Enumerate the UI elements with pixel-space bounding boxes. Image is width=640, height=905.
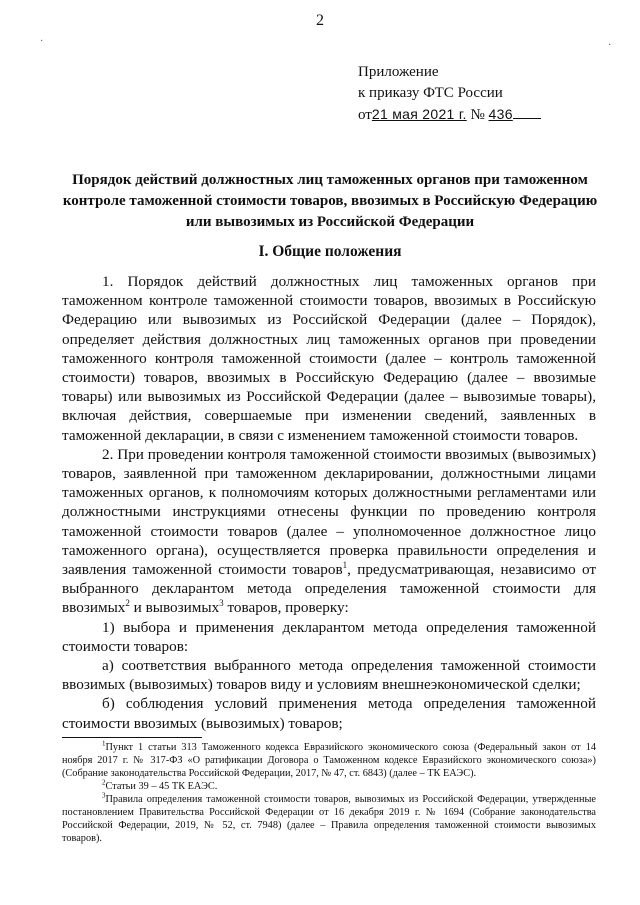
paragraph-1: 1. Порядок действий должностных лиц таможенных органов при таможенном контроле таможенной стоимости товаров, ввозимых в Российскую Федерацию или вывозимых из Российской Федерации (далее – Порядок), определяет действия должностных лиц таможенных органов при проведении таможенного контроля таможенной стоимости (далее – контроль таможенной стоимости) товаров, ввозимых в Российскую Федерацию (далее – ввозимые товары) или вывозимых из Российской Федерации (далее – вывозимые товары), включая действия, совершаемые при изменении сведений, заявленных в таможенной декларации, в связи с изменением таможенной стоимости товаров.	[62, 273, 596, 444]
order-date: 21 мая 2021 г.	[371, 106, 467, 122]
footnote-text: Статьи 39 – 45 ТК ЕАЭС.	[105, 781, 218, 792]
footnote-text: Правила определения таможенной стоимости товаров, вывозимых из Российской Федерации, утвержденные постановлением Правительства Российской Федерации от 16 декабря 2019 г. № 1694 (Собрание законодательства Российской Федерации, 2019, № 52, ст. 7948) (далее – Правила определения таможенной стоимости вывозимых товаров).	[62, 794, 596, 844]
page-number: 2	[316, 12, 324, 29]
footnote-number: 3	[102, 791, 106, 800]
paragraph-2-part-a: 2. При проведении контроля таможенной стоимости ввозимых (вывозимых) товаров, заявленной при таможенном декларировании, должностными лицами таможенных органов, к полномочиям которых должностными регламентами или должностными инструкциями отнесены функции по проведению контроля таможенной стоимости товаров (далее – уполномоченное должностное лицо таможенного органа), осуществляется проверка правильности определения и заявления таможенной стоимости товаров	[62, 445, 596, 579]
footnote-number: 1	[102, 739, 106, 748]
paragraph-4: а) соответствия выбранного метода определения таможенной стоимости ввозимых (вывозимых) товаров виду и условиям внешнеэкономической сделки;	[62, 657, 596, 694]
document-title: Порядок действий должностных лиц таможенных органов при таможенном контроле таможенной стоимости товаров, ввозимых в Российскую Федерацию или вывозимых из Российской Федерации	[62, 172, 598, 230]
order-number: 436	[488, 106, 513, 122]
appendix-order-date-number	[358, 104, 541, 126]
paragraph-2	[62, 445, 596, 618]
scan-speck: ·	[608, 40, 612, 51]
footnote-ref-2: 2	[125, 598, 130, 609]
section-title: I. Общие положения	[258, 243, 402, 260]
footnote-ref-1: 1	[342, 559, 348, 570]
paragraph-2-part-d: товаров, проверку:	[223, 599, 349, 617]
paragraph-3: 1) выбора и применения декларантом метода определения таможенной стоимости товаров:	[62, 618, 596, 655]
appendix-label: Приложение	[358, 64, 439, 80]
paragraph-5: б) соблюдения условий применения метода определения таможенной стоимости ввозимых (вывозимых) товаров;	[62, 695, 596, 732]
footnotes	[62, 741, 596, 845]
scan-speck: ·	[40, 36, 44, 47]
underline-trail	[513, 106, 541, 119]
footnote-2	[62, 780, 596, 793]
footnote-text: Пункт 1 статьи 313 Таможенного кодекса Евразийского экономического союза (Федеральный закон от 14 ноября 2017 г. № 317-ФЗ «О ратификации Договора о Таможенном кодексе Евразийского экономического союза») (Собрание законодательства Российской Федерации, 2017, № 47, ст. 6843) (далее – ТК ЕАЭС).	[62, 742, 596, 779]
from-prefix: от	[358, 107, 372, 123]
number-prefix: №	[470, 107, 485, 123]
paragraph-2-part-b: , предусматривающая, независимо от выбранного декларантом метода определения таможенной стоимости для ввозимых	[62, 561, 596, 617]
footnote-separator	[62, 737, 202, 738]
footnote-1	[62, 741, 596, 780]
footnote-ref-3: 3	[219, 598, 224, 609]
footnote-3	[62, 793, 596, 845]
body-text	[62, 272, 596, 733]
appendix-order-ref: к приказу ФТС России	[358, 85, 503, 101]
appendix-block	[358, 62, 541, 126]
paragraph-2-part-c: и вывозимых	[129, 599, 220, 617]
footnote-number: 2	[102, 778, 106, 787]
